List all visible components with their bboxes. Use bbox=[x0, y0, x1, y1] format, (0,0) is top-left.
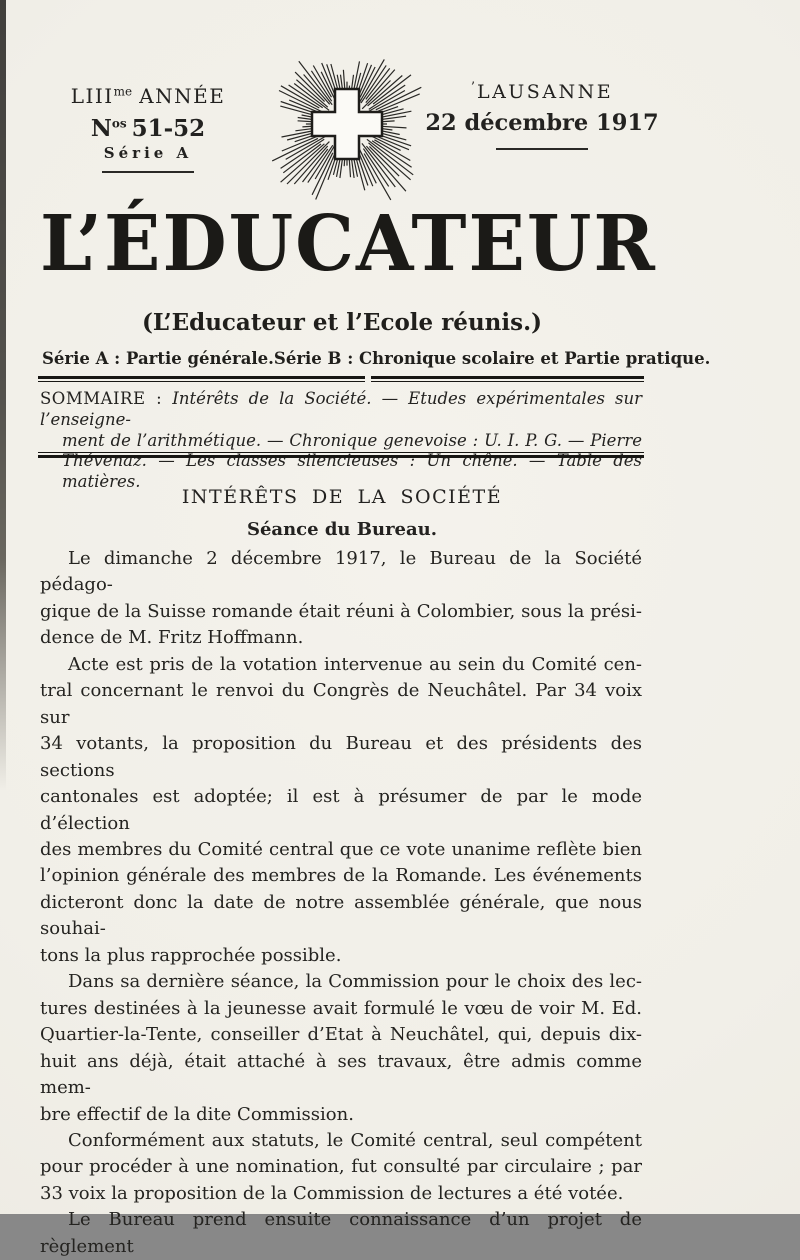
body-line: l’opinion générale des membres de la Romande. Les événements bbox=[40, 865, 642, 887]
issue-line bbox=[42, 115, 254, 142]
scan-tick-mark: ’ bbox=[470, 80, 475, 95]
issue-n: N bbox=[90, 115, 112, 142]
issue-numbers: 51-52 bbox=[131, 115, 206, 142]
city-name: LAUSANNE bbox=[476, 81, 614, 103]
body-line: tons la plus rapprochée possible. bbox=[40, 944, 342, 966]
body-line: Le Bureau prend ensuite connaissance d’un projet de règlement bbox=[40, 1209, 642, 1257]
journal-subtitle: (L’Educateur et l’Ecole réunis.) bbox=[142, 309, 542, 336]
article-body bbox=[40, 546, 642, 1260]
divider-rule bbox=[102, 171, 194, 173]
volume-roman: LIII bbox=[70, 84, 114, 108]
series-b-info: Série B : Chronique scolaire et Partie pratique. bbox=[273, 349, 711, 368]
double-rule-top bbox=[38, 376, 644, 382]
sommaire-text: Intérêts de la Société. — Etudes expérimentales sur l’enseigne- bbox=[40, 389, 643, 429]
body-line: Conformément aux statuts, le Comité central, seul compétent bbox=[68, 1129, 642, 1151]
body-line: gique de la Suisse romande était réuni à Colombier, sous la prési- bbox=[40, 600, 642, 622]
volume-line bbox=[42, 84, 254, 108]
body-line: huit ans déjà, était attaché à ses travaux, être admis comme mem- bbox=[40, 1050, 642, 1099]
body-line: dicteront donc la date de notre assemblée générale, que nous souhai- bbox=[40, 891, 642, 940]
body-line: des membres du Comité central que ce vote unanime reflète bien bbox=[40, 838, 642, 860]
journal-title: L’ÉDUCATEUR bbox=[40, 199, 657, 289]
swiss-cross-sunburst-icon bbox=[262, 44, 432, 204]
sommaire-label: SOMMAIRE : bbox=[40, 389, 163, 408]
series-label: Série A bbox=[103, 144, 193, 162]
city-line bbox=[424, 80, 660, 103]
volume-word: ANNÉE bbox=[139, 84, 226, 108]
body-line: cantonales est adoptée; il est à présumer de par le mode d’élection bbox=[40, 786, 642, 834]
rule-segment bbox=[371, 376, 644, 382]
rule-segment bbox=[38, 376, 365, 382]
scan-edge-shadow bbox=[0, 0, 6, 860]
body-line: Dans sa dernière séance, la Commission pour le choix des lec- bbox=[68, 971, 642, 993]
sommaire-line bbox=[40, 431, 642, 452]
sommaire-section bbox=[40, 389, 642, 493]
article-subheading: Séance du Bureau. bbox=[246, 519, 438, 540]
body-line: Acte est pris de la votation intervenue au sein du Comité cen- bbox=[68, 653, 642, 675]
body-line: dence de M. Fritz Hoffmann. bbox=[40, 627, 304, 649]
body-line: Le dimanche 2 décembre 1917, le Bureau de la Société pédago- bbox=[40, 548, 642, 596]
body-line: tral concernant le renvoi du Congrès de Neuchâtel. Par 34 voix sur bbox=[40, 680, 642, 728]
body-line: 34 votants, la proposition du Bureau et des présidents des sections bbox=[40, 733, 642, 781]
sommaire-line bbox=[40, 389, 642, 431]
body-line: bre effectif de la dite Commission. bbox=[40, 1103, 354, 1125]
volume-superscript: me bbox=[113, 84, 133, 99]
article-heading: INTÉRÊTS DE LA SOCIÉTÉ bbox=[181, 486, 503, 508]
sommaire-text: ment de l’arithmétique. — Chronique genevoise : U. I. P. G. — Pierre bbox=[62, 430, 642, 450]
body-line: 33 voix la proposition de la Commission de lectures a été votée. bbox=[40, 1182, 624, 1204]
body-line: pour procéder à une nomination, fut consulté par circulaire ; par bbox=[40, 1156, 642, 1178]
body-line: tures destinées à la jeunesse avait formulé le vœu de voir M. Ed. bbox=[40, 997, 642, 1019]
divider-rule bbox=[496, 148, 588, 150]
issue-superscript: os bbox=[111, 116, 127, 131]
rule-segment bbox=[38, 452, 644, 458]
volume-block bbox=[42, 84, 254, 173]
sommaire-text: Thévenaz. — Les classes silencieuses : Un chêne. — Table des matières. bbox=[62, 451, 642, 492]
city-block bbox=[424, 80, 660, 150]
double-rule-bottom bbox=[38, 452, 644, 458]
series-info-line bbox=[42, 349, 711, 368]
series-a-info: Série A : Partie générale. bbox=[42, 349, 274, 368]
body-line: Quartier-la-Tente, conseiller d’Etat à Neuchâtel, qui, depuis dix- bbox=[40, 1024, 642, 1046]
date-line: 22 décembre 1917 bbox=[425, 110, 659, 136]
